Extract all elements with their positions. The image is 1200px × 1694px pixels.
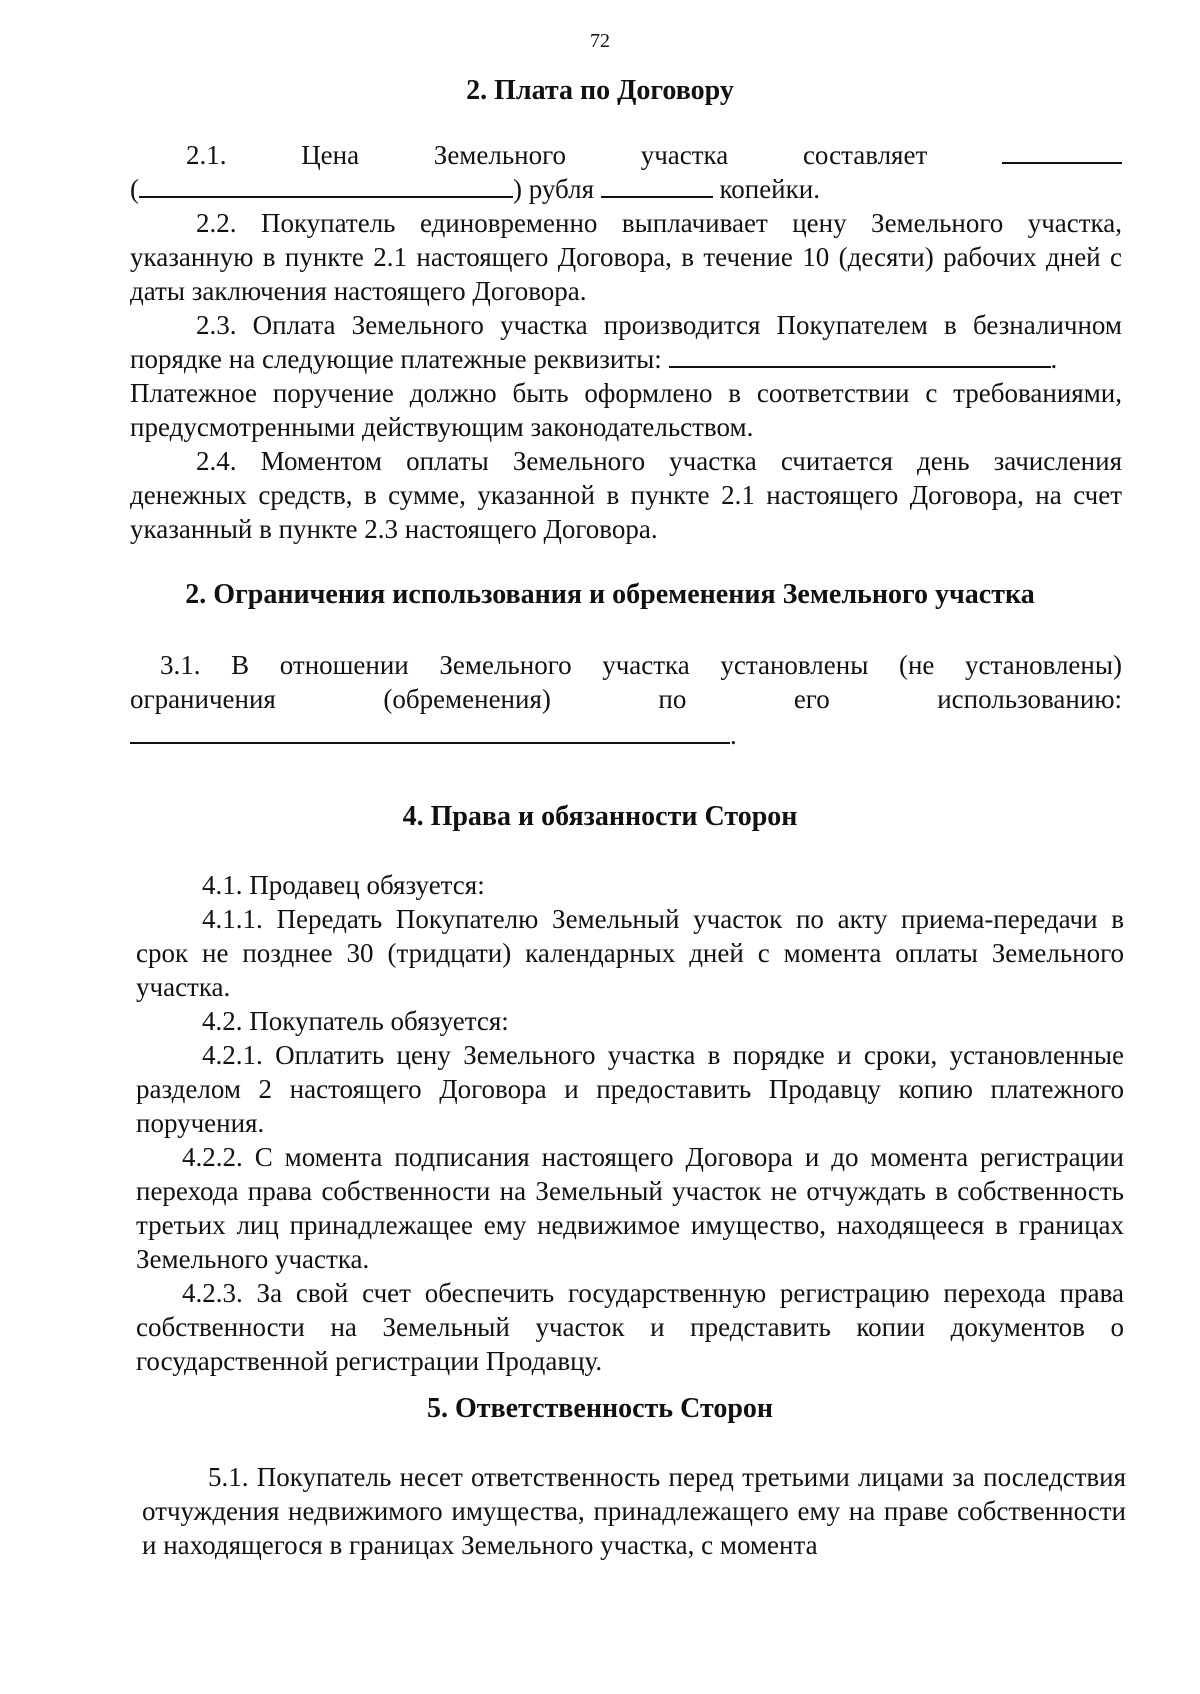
clause-2-1-word: составляет	[802, 140, 928, 170]
clause-2-3: 2.3. Оплата Земельного участка производится Покупателем в безналичном порядке на следующие платежные реквизиты: . Платежное поручение должно быть оформлено в соответствии с требованиями, предусмотренными действующим законодательством.	[130, 310, 1122, 442]
clause-3-1-line2: ограничения (обременения) по его использованию:	[130, 684, 1122, 714]
clause-2-3-note: Платежное поручение должно быть оформлено в соответствии с требованиями, предусмотренными действующим законодательством.	[130, 378, 1122, 442]
section-heading-payment: 2. Плата по Договору	[466, 75, 734, 106]
clause-4-2-1: 4.2.1. Оплатить цену Земельного участка в порядке и сроки, установленные разделом 2 настоящего Договора и предоставить Продавцу копию платежного поручения.	[136, 1040, 1124, 1138]
page-number: 72	[590, 30, 610, 52]
price-words-blank	[139, 174, 513, 198]
clause-4-2-3: 4.2.3. За свой счет обеспечить государственную регистрацию перехода права собственности на Земельный участок и представить копии документов о государственной регистрации Продавцу.	[136, 1278, 1124, 1376]
kopecks-label: копейки.	[719, 174, 820, 204]
restrictions-blank-line: .	[130, 718, 1122, 752]
clause-2-2: 2.2. Покупатель единовременно выплачивает цену Земельного участка, указанную в пункте 2.1 настоящего Договора, в течение 10 (десяти) рабочих дней с даты заключения настоящего Договора.	[130, 208, 1122, 306]
clause-2-1-word: Земельного	[433, 140, 567, 170]
clause-4-1: 4.1. Продавец обязуется:	[202, 870, 485, 900]
paren-open: (	[130, 174, 139, 204]
clause-4-2: 4.2. Покупатель обязуется:	[202, 1006, 509, 1036]
section-4-body	[136, 868, 1124, 1378]
clause-2-1-word: Цена	[301, 140, 360, 170]
rubles-label: ) рубля	[513, 174, 594, 204]
section-heading-liability: 5. Ответственность Сторон	[426, 1393, 774, 1424]
price-blank	[1002, 140, 1122, 164]
clause-4-2-2: 4.2.2. С момента подписания настоящего Договора и до момента регистрации перехода права собственности на Земельный участок не отчуждать в собственность третьих лиц принадлежащее ему недвижимое имущество, находящееся в границах Земельного участка.	[136, 1142, 1124, 1274]
restrictions-blank	[130, 720, 730, 744]
clause-2-1-number: 2.1.	[186, 140, 227, 170]
clause-2-1-word: участка	[640, 140, 729, 170]
clause-2-4: 2.4. Моментом оплаты Земельного участка считается день зачисления денежных средств, в сумме, указанной в пункте 2.1 настоящего Договора, на счет указанный в пункте 2.3 настоящего Договора.	[130, 446, 1122, 544]
clause-3-1	[130, 648, 1122, 752]
clause-5-1: 5.1. Покупатель несет ответственность перед третьими лицами за последствия отчуждения недвижимого имущества, принадлежащего ему на праве собственности и находящегося в границах Земельного участка, с момента	[142, 1462, 1126, 1560]
clause-4-1-1: 4.1.1. Передать Покупателю Земельный участок по акту приема-передачи в срок не позднее 30 (тридцати) календарных дней с момента оплаты Земельного участка.	[136, 904, 1124, 1002]
kopecks-blank	[601, 174, 713, 198]
clause-3-1-line1: 3.1. В отношении Земельного участка установлены (не установлены)	[160, 650, 1122, 680]
payment-details-blank	[669, 344, 1051, 368]
section-heading-rights: 4. Права и обязанности Сторон	[402, 801, 798, 832]
section-heading-restrictions: 2. Ограничения использования и обременения Земельного участка	[185, 579, 1035, 610]
clause-2-3-text: 2.3. Оплата Земельного участка производится Покупателем в безналичном порядке на следующие платежные реквизиты:	[130, 310, 1122, 374]
clause-2-1-line2	[130, 172, 1122, 206]
clause-2-1-line1	[186, 138, 1122, 172]
